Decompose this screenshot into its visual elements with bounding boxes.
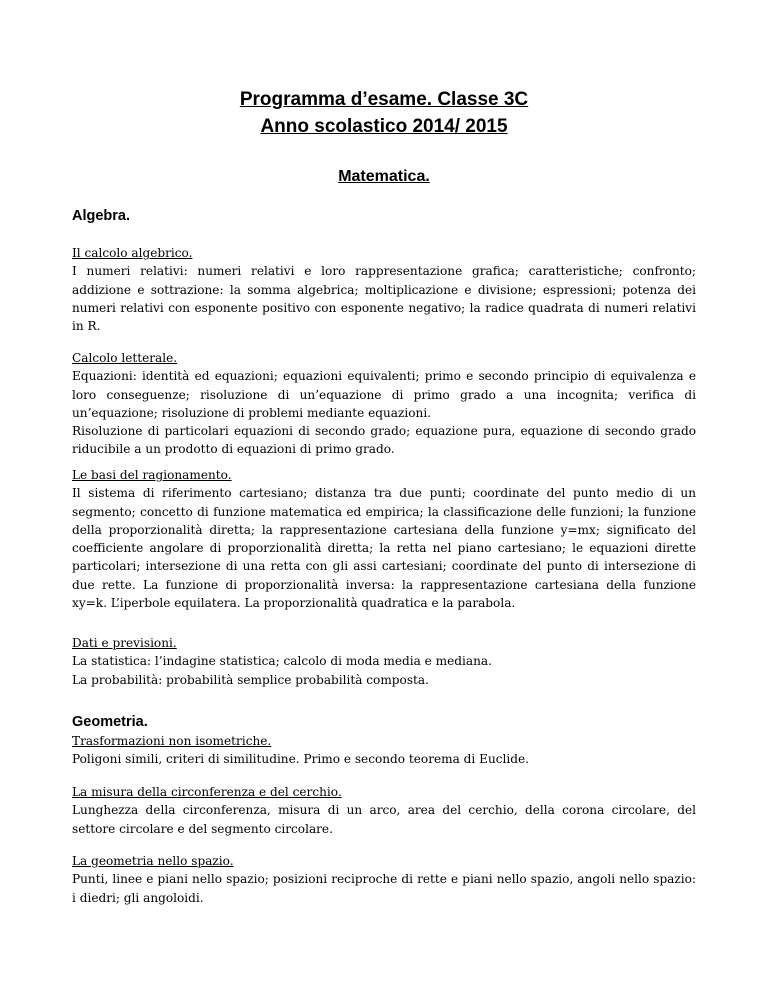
section-calcolo-algebrico <box>72 244 696 335</box>
section-title: La geometria nello spazio. <box>72 854 234 868</box>
school-year-title: Anno scolastico 2014/ 2015 <box>260 116 508 137</box>
section-title: La misura della circonferenza e del cerchio. <box>72 785 342 799</box>
section-paragraph: Il sistema di riferimento cartesiano; distanza tra due punti; coordinate del punto medio di un segmento; concetto di funzione matematica ed empirica; la classificazione delle funzioni; la funzione della proporzionalità diretta; la rappresentazione cartesiana della funzione y=mx; significato del coefficiente angolare di proporzionalità diretta; la retta nel piano cartesiano; le equazioni dirette particolari; intersezione di una retta con gli assi cartesiani; coordinate del punto di intersezione di due rette. La funzione di proporzionalità inversa: la rappresentazione cartesiana della funzione xy=k. L’iperbole equilatera. La proporzionalità quadratica e la parabola. <box>72 486 696 611</box>
section-paragraph: Lunghezza della circonferenza, misura di un arco, area del cerchio, della corona circolare, del settore circolare e del segmento circolare. <box>72 803 696 836</box>
section-circonferenza-cerchio <box>72 783 696 838</box>
geometria-heading: Geometria. <box>72 714 148 730</box>
section-calcolo-letterale <box>72 349 696 459</box>
section-paragraph: La probabilità: probabilità semplice probabilità composta. <box>72 672 429 687</box>
section-title: Dati e previsioni. <box>72 636 177 650</box>
section-basi-ragionamento <box>72 466 696 612</box>
section-trasformazioni <box>72 732 696 769</box>
section-title: Il calcolo algebrico. <box>72 246 193 260</box>
section-paragraph: I numeri relativi: numeri relativi e loro rappresentazione grafica; caratteristiche; confronto; addizione e sottrazione: la somma algebrica; moltiplicazione e divisione; espressioni; potenza dei numeri relativi con esponente positivo con esponente negativo; la radice quadrata di numeri relativi in R. <box>72 264 696 334</box>
document-title: Programma d’esame. Classe 3C <box>239 89 529 110</box>
section-title: Trasformazioni non isometriche. <box>72 734 272 748</box>
section-geometria-spazio <box>72 852 696 907</box>
algebra-heading: Algebra. <box>72 208 131 224</box>
section-paragraph: Risoluzione di particolari equazioni di secondo grado; equazione pura, equazione di secondo grado riducibile a un prodotto di equazioni di primo grado. <box>72 424 696 457</box>
section-title: Le basi del ragionamento. <box>72 468 232 482</box>
section-paragraph: Poligoni simili, criteri di similitudine. Primo e secondo teorema di Euclide. <box>72 752 529 767</box>
section-paragraph: La statistica: l’indagine statistica; calcolo di moda media e mediana. <box>72 654 492 669</box>
section-dati-previsioni <box>72 634 696 689</box>
section-paragraph: Equazioni: identità ed equazioni; equazioni equivalenti; primo e secondo principio di equivalenza e loro conseguenze; risoluzione di un’equazione di primo grado a una incognita; verifica di un’equazione; risoluzione di problemi mediante equazioni. <box>72 369 696 420</box>
subject-heading: Matematica. <box>338 168 430 185</box>
section-title: Calcolo letterale. <box>72 351 178 365</box>
section-paragraph: Punti, linee e piani nello spazio; posizioni reciproche di rette e piani nello spazio, angoli nello spazio: i diedri; gli angoloidi. <box>72 872 696 905</box>
